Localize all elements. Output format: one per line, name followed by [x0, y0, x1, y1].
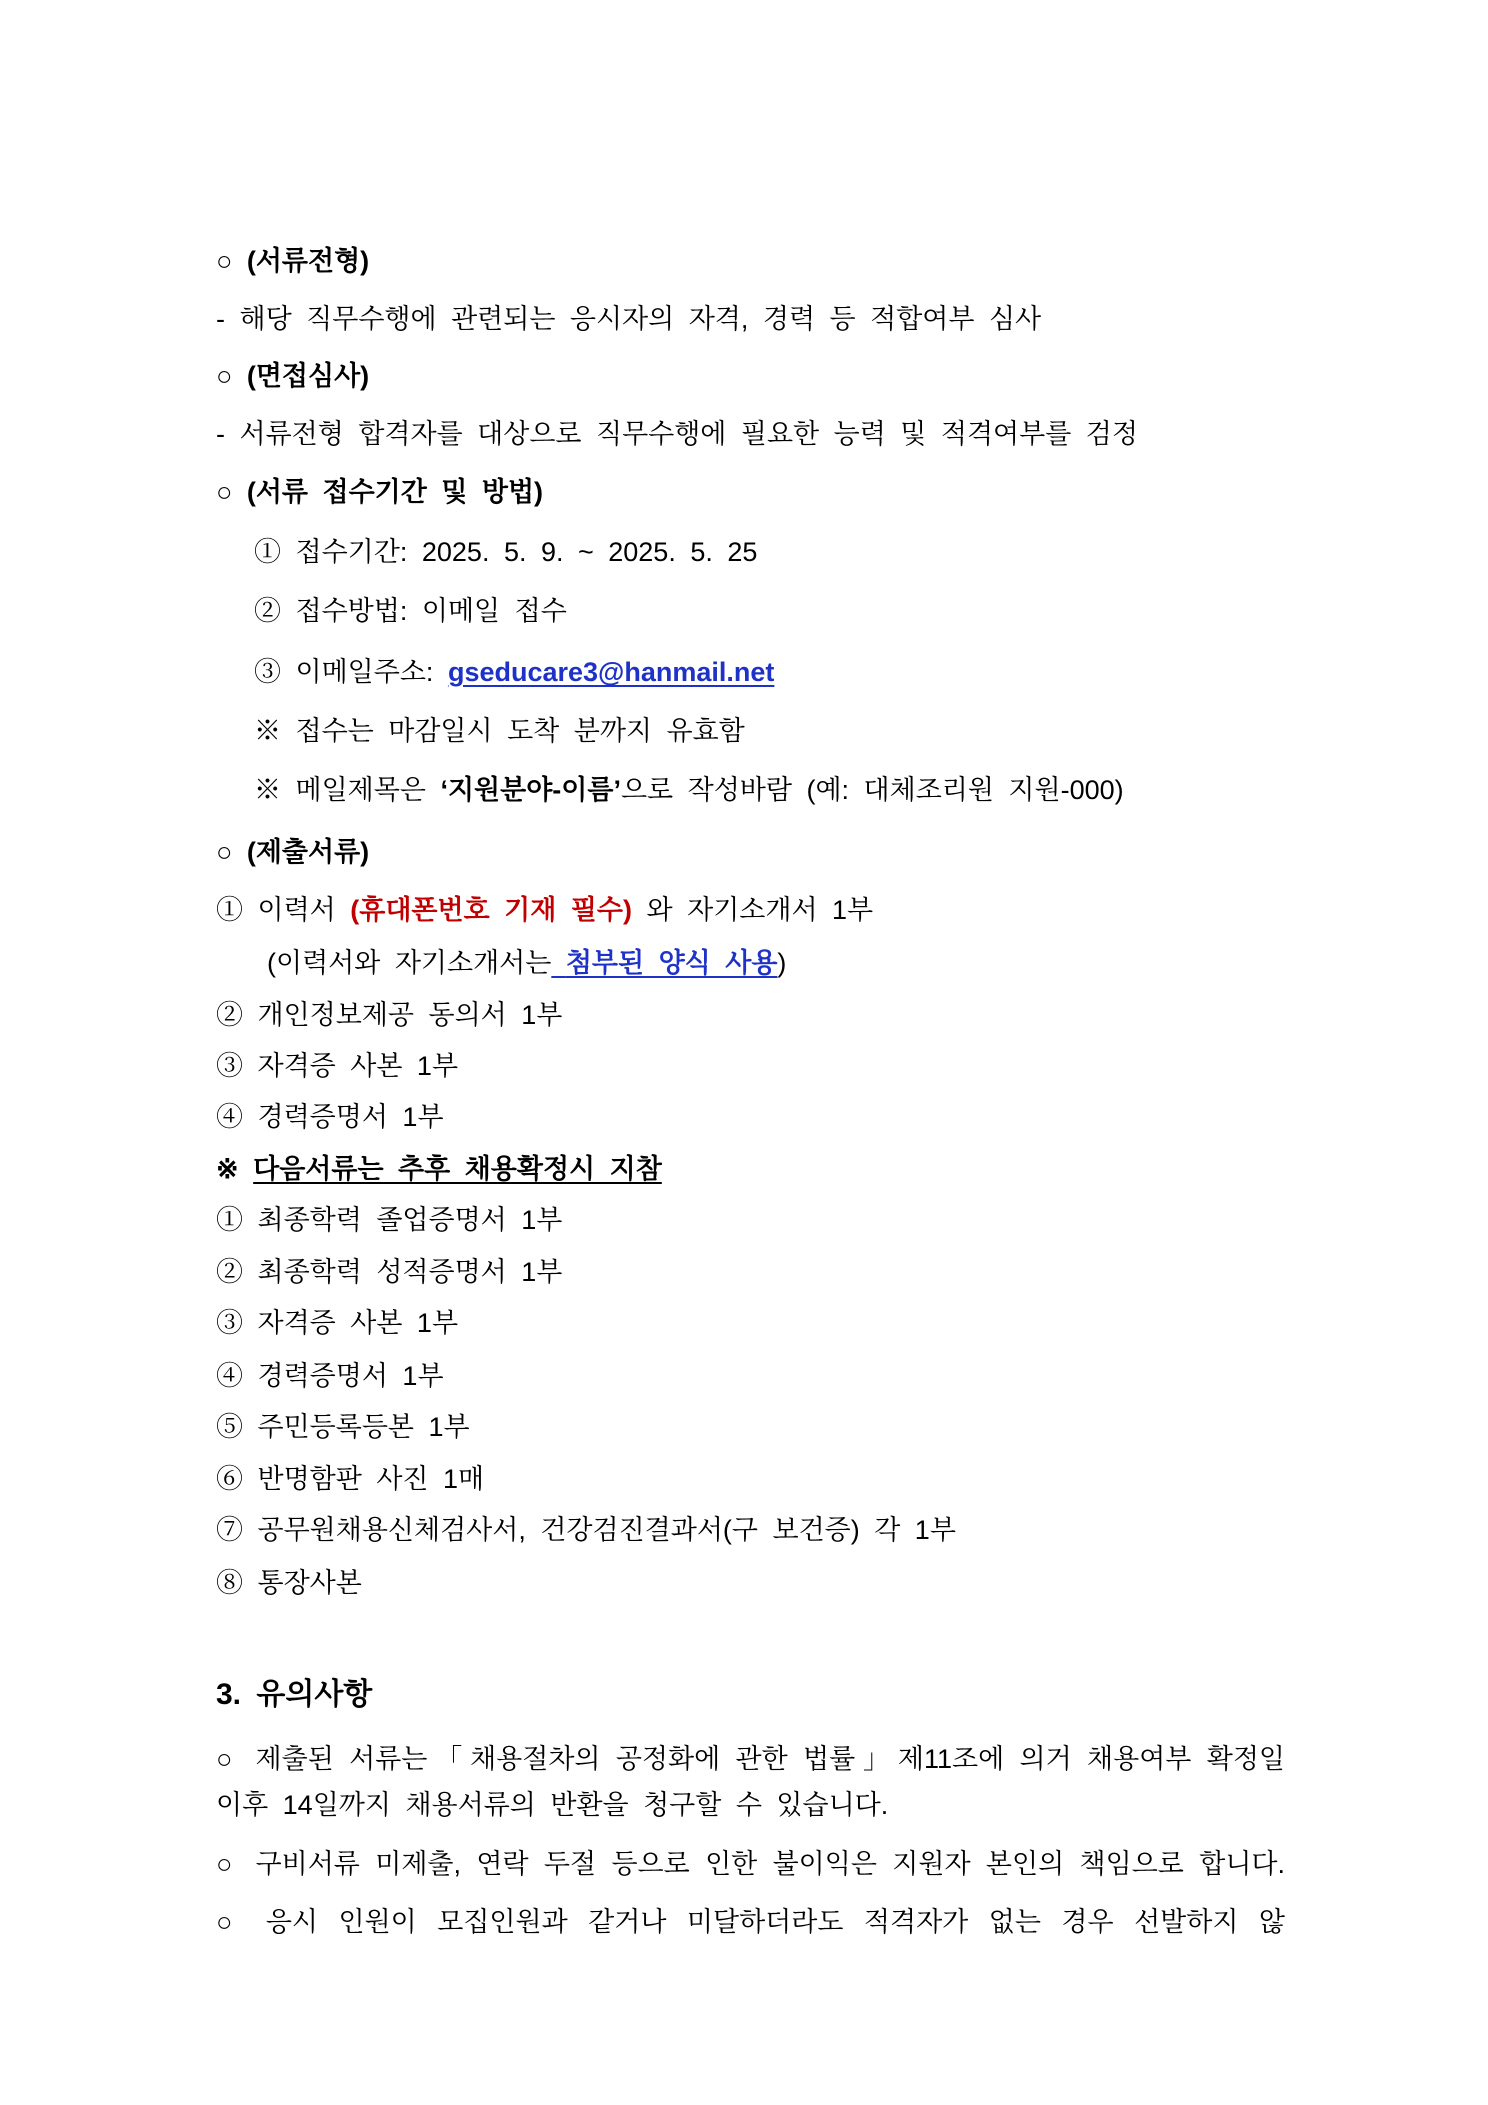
item-number: ③: [216, 1308, 243, 1338]
item-number: ④: [216, 1102, 243, 1132]
precaution-3: [216, 1904, 1285, 1940]
later-document-item: [216, 1305, 458, 1341]
form-note-close: ): [777, 948, 787, 978]
attached-form-text: 첨부된 양식 사용: [565, 948, 778, 978]
precaution-bullet: ○: [216, 1849, 241, 1879]
heading-bullet: ○: [216, 837, 233, 867]
item-text: 자격증 사본 1부: [257, 1051, 459, 1081]
application-period: [254, 534, 757, 570]
later-document-item: [216, 1512, 956, 1548]
interview-description: - 서류전형 합격자를 대상으로 직무수행에 필요한 능력 및 적격여부를 검정: [216, 419, 1138, 449]
precaution-text: 응시 인원이 모집인원과 같거나 미달하더라도 적격자가 없는 경우 선발하지 않: [265, 1907, 1285, 1937]
form-note: [267, 945, 786, 981]
item-number: ②: [216, 1257, 243, 1287]
interview-heading: [216, 358, 369, 394]
precaution-bullet: ○: [216, 1744, 241, 1774]
heading-bullet: ○: [216, 477, 233, 507]
form-note-text: (이력서와 자기소개서는: [267, 948, 552, 978]
email-link[interactable]: gseducare3@hanmail.net: [447, 657, 775, 687]
heading-title: (서류전형): [246, 246, 370, 276]
item-label: 접수방법:: [295, 596, 408, 626]
item-text-rest: 와 자기소개서 1부: [646, 895, 874, 925]
item-number: ③: [216, 1051, 243, 1081]
item-number: ②: [254, 596, 281, 626]
note-mark: ※: [254, 775, 281, 805]
later-document-item: [216, 1202, 562, 1238]
later-document-item: [216, 1358, 444, 1394]
item-text: 통장사본: [257, 1568, 362, 1598]
submission-heading: [216, 834, 369, 870]
precautions-title: 3. 유의사항: [216, 1678, 373, 1711]
application-method: [254, 593, 567, 629]
later-document-item: [216, 1565, 362, 1601]
item-label: 접수기간:: [295, 537, 408, 567]
item-text: 경력증명서 1부: [257, 1361, 444, 1391]
precaution-text: 구비서류 미제출, 연락 두절 등으로 인한 불이익은 지원자 본인의 책임으로 합니다.: [255, 1849, 1285, 1879]
item-number: ①: [216, 1205, 243, 1235]
item-text: 공무원채용신체검사서, 건강검진결과서(구 보건증) 각 1부: [257, 1515, 956, 1545]
screening-description: - 해당 직무수행에 관련되는 응시자의 자격, 경력 등 적합여부 심사: [216, 304, 1042, 334]
submission-item: [216, 1099, 444, 1135]
precaution-1-line-2: 이후 14일까지 채용서류의 반환을 청구할 수 있습니다.: [216, 1790, 889, 1820]
application-heading: [216, 474, 543, 510]
subject-format: ‘지원분야-이름’: [440, 775, 621, 805]
note-text: 메일제목은: [295, 775, 426, 805]
item-text: 개인정보제공 동의서 1부: [257, 1000, 563, 1030]
item-text: 최종학력 졸업증명서 1부: [257, 1205, 563, 1235]
item-number: ①: [254, 537, 281, 567]
item-number: ⑥: [216, 1464, 243, 1494]
heading-bullet: ○: [216, 361, 233, 391]
item-text: 이력서: [257, 895, 336, 925]
item-number: ⑧: [216, 1568, 243, 1598]
item-value: 2025. 5. 9. ~ 2025. 5. 25: [421, 537, 758, 567]
submission-item: [216, 1048, 458, 1084]
note-text-rest: 으로 작성바람 (예: 대체조리원 지원-000): [620, 775, 1124, 805]
heading-bullet: ○: [216, 246, 233, 276]
item-text: 자격증 사본 1부: [257, 1308, 459, 1338]
submission-item: [216, 997, 562, 1033]
precaution-text: 제출된 서류는「채용절차의 공정화에 관한 법률」제11조에 의거 채용여부 확정일: [255, 1744, 1285, 1774]
note-mark: ※: [216, 1154, 239, 1184]
item-text: 주민등록등본 1부: [257, 1412, 470, 1442]
mail-subject-note: [254, 772, 1124, 808]
item-number: ⑦: [216, 1515, 243, 1545]
screening-heading: [216, 243, 369, 279]
heading-title: (면접심사): [246, 361, 370, 391]
note-mark: ※: [254, 716, 281, 746]
precaution-bullet: ○: [216, 1907, 246, 1937]
item-number: ③: [254, 657, 281, 687]
required-phone-note: (휴대폰번호 기재 필수): [350, 895, 633, 925]
precaution-2: [216, 1846, 1285, 1882]
form-note-underline: [551, 948, 777, 978]
item-number: ⑤: [216, 1412, 243, 1442]
later-documents-title: 다음서류는 추후 채용확정시 지참: [253, 1154, 662, 1184]
item-number: ②: [216, 1000, 243, 1030]
submission-item-resume: [216, 892, 873, 928]
heading-title: (서류 접수기간 및 방법): [246, 477, 544, 507]
later-document-item: [216, 1254, 562, 1290]
later-document-item: [216, 1409, 470, 1445]
heading-title: (제출서류): [246, 837, 370, 867]
later-document-item: [216, 1461, 484, 1497]
item-number: ④: [216, 1361, 243, 1391]
note-text: 접수는 마감일시 도착 분까지 유효함: [295, 716, 745, 746]
later-documents-heading: [216, 1151, 662, 1187]
application-email: [254, 654, 774, 690]
item-value: 이메일 접수: [421, 596, 567, 626]
item-text: 경력증명서 1부: [257, 1102, 444, 1132]
item-text: 반명함판 사진 1매: [257, 1464, 485, 1494]
item-label: 이메일주소:: [295, 657, 434, 687]
precaution-1-line-1: [216, 1741, 1285, 1777]
item-number: ①: [216, 895, 243, 925]
deadline-note: [254, 713, 745, 749]
item-text: 최종학력 성적증명서 1부: [257, 1257, 563, 1287]
